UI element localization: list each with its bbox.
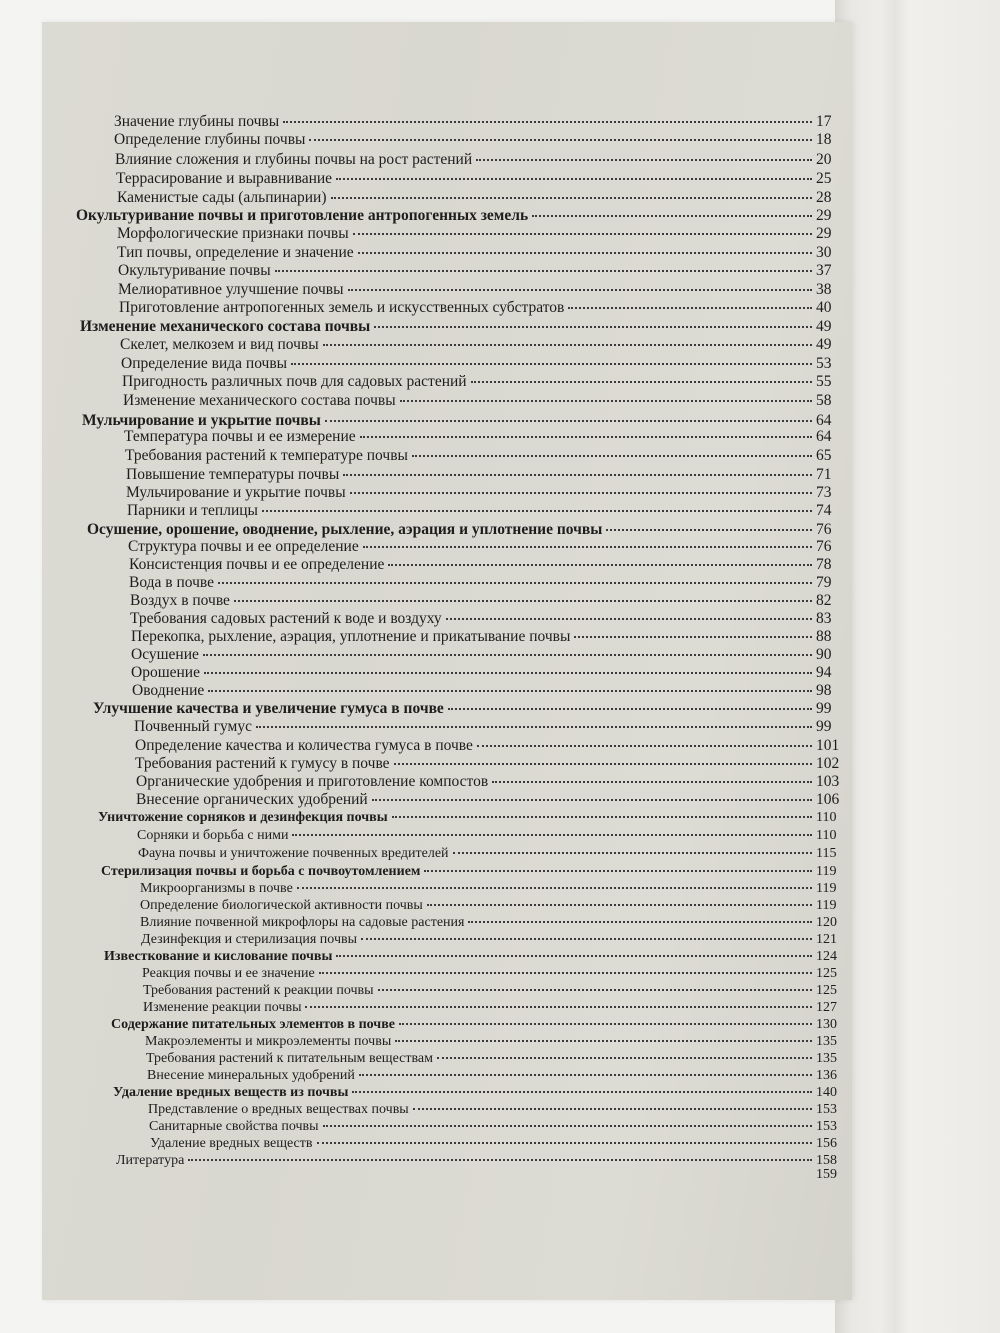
toc-page-number: 73 xyxy=(816,484,832,501)
toc-entry xyxy=(138,845,850,863)
toc-entry-title: Санитарные свойства почвы xyxy=(149,1119,319,1134)
toc-entry-title: Перекопка, рыхление, аэрация, уплотнение и прикатывание почвы xyxy=(131,628,571,645)
dot-leader xyxy=(359,1074,812,1076)
toc-entry-title: Удаление вредных веществ из почвы xyxy=(113,1085,349,1100)
dot-leader xyxy=(343,474,812,476)
toc-entry xyxy=(122,373,850,391)
toc-entry-title: Внесение минеральных удобрений xyxy=(147,1068,355,1083)
toc-page-number: 156 xyxy=(816,1136,837,1151)
toc-entry xyxy=(123,392,850,410)
toc-entry-title: Требования растений к температуре почвы xyxy=(125,447,408,464)
toc-page-number: 159 xyxy=(816,1167,837,1182)
toc-page-number: 25 xyxy=(816,170,832,187)
toc-entry-title: Повышение температуры почвы xyxy=(126,466,340,483)
toc-page-number: 78 xyxy=(816,556,832,573)
toc-page-number: 103 xyxy=(816,773,840,790)
dot-leader xyxy=(568,307,812,309)
dot-leader xyxy=(203,654,812,656)
dot-leader xyxy=(292,834,812,836)
page-fold-shadow xyxy=(880,0,910,1333)
toc-entry-title: Определение качества и количества гумуса в почве xyxy=(135,737,473,754)
toc-page-number: 90 xyxy=(816,646,832,663)
toc-page-number: 130 xyxy=(816,1017,837,1032)
toc-entry xyxy=(129,556,850,574)
toc-entry xyxy=(146,1050,850,1068)
toc-page-number: 30 xyxy=(816,244,832,261)
toc-page-number: 29 xyxy=(816,207,832,224)
dot-leader xyxy=(331,197,813,199)
toc-entry-title: Структура почвы и ее определение xyxy=(128,538,359,555)
toc-entry xyxy=(136,791,850,809)
dot-leader xyxy=(532,215,812,217)
toc-entry xyxy=(134,718,850,736)
dot-leader xyxy=(352,1091,812,1093)
toc-entry-title: Внесение органических удобрений xyxy=(136,791,368,808)
toc-entry xyxy=(135,737,850,755)
toc-entry xyxy=(143,999,850,1017)
toc-entry-title: Воздух в почве xyxy=(130,592,230,609)
dot-leader xyxy=(477,745,812,747)
toc-page-number: 82 xyxy=(816,592,832,609)
toc-page-number: 83 xyxy=(816,610,832,627)
toc-page-number: 99 xyxy=(816,700,832,717)
dot-leader xyxy=(492,781,812,783)
toc-page-number: 140 xyxy=(816,1085,837,1100)
toc-section-entry xyxy=(101,863,850,881)
toc-page-number: 120 xyxy=(816,915,837,930)
toc-page-number: 64 xyxy=(816,428,832,445)
toc-entry-title: Окультуривание почвы и приготовление антропогенных земель xyxy=(76,207,529,224)
toc-entry xyxy=(130,610,850,628)
toc-entry-title: Пригодность различных почв для садовых растений xyxy=(122,373,467,390)
toc-page-number: 55 xyxy=(816,373,832,390)
toc-page-number: 49 xyxy=(816,336,832,353)
toc-page-number: 119 xyxy=(816,864,837,879)
dot-leader xyxy=(427,904,812,906)
toc-entry xyxy=(136,773,850,791)
toc-section-entry xyxy=(113,1084,850,1102)
dot-leader xyxy=(319,972,812,974)
dot-leader xyxy=(363,546,812,548)
dot-leader xyxy=(348,289,812,291)
toc-entry xyxy=(118,262,850,280)
toc-entry xyxy=(147,1067,850,1085)
dot-leader xyxy=(317,1142,813,1144)
dot-leader xyxy=(476,159,812,161)
toc-page-number: 115 xyxy=(816,846,837,861)
toc-entry xyxy=(126,466,850,484)
toc-page-number: 119 xyxy=(816,898,837,913)
toc-entry-title: Требования садовых растений к воде и воздуху xyxy=(130,610,442,627)
toc-entry xyxy=(145,1033,850,1051)
toc-entry xyxy=(116,1166,850,1184)
toc-page-number: 29 xyxy=(816,225,832,242)
dot-leader xyxy=(283,121,812,123)
dot-leader xyxy=(350,492,812,494)
toc-entry-title: Фауна почвы и уничтожение почвенных вредителей xyxy=(138,846,449,861)
toc-entry xyxy=(114,131,850,149)
toc-page-number: 38 xyxy=(816,281,832,298)
dot-leader xyxy=(360,436,812,438)
toc-entry xyxy=(132,682,850,700)
dot-leader xyxy=(309,139,812,141)
dot-leader xyxy=(395,1040,812,1042)
dot-leader xyxy=(400,400,812,402)
dot-leader xyxy=(394,763,812,765)
toc-entry xyxy=(124,428,850,446)
toc-page-number: 49 xyxy=(816,318,832,335)
toc-page-number: 94 xyxy=(816,664,832,681)
toc-entry-title: Требования растений к гумусу в почве xyxy=(135,755,390,772)
toc-entry-title: Консистенция почвы и ее определение xyxy=(129,556,385,573)
toc-page-number: 64 xyxy=(816,412,832,429)
toc-entry-title: Стерилизация почвы и борьба с почвоутомлением xyxy=(101,864,421,879)
toc-entry-title: Температура почвы и ее измерение xyxy=(124,428,356,445)
toc-entry-title: Парники и теплицы xyxy=(127,502,258,519)
toc-entry-title: Реакция почвы и ее значение xyxy=(142,966,315,981)
toc-entry xyxy=(117,189,850,207)
toc-entry xyxy=(135,755,850,773)
dot-leader xyxy=(361,938,812,940)
toc-entry xyxy=(126,484,850,502)
toc-page-number: 37 xyxy=(816,262,832,279)
toc-entry xyxy=(128,538,850,556)
toc-entry-title: Орошение xyxy=(131,664,200,681)
dot-leader xyxy=(275,270,812,272)
dot-leader xyxy=(412,455,812,457)
toc-entry-title: Известкование и кислование почвы xyxy=(104,949,333,964)
toc-page-number: 53 xyxy=(816,355,832,372)
toc-page-number: 158 xyxy=(816,1153,837,1168)
toc-entry-title: Улучшение качества и увеличение гумуса в почве xyxy=(93,700,444,717)
dot-leader xyxy=(204,672,812,674)
toc-page-number: 135 xyxy=(816,1034,837,1049)
toc-entry-title: Морфологические признаки почвы xyxy=(117,225,349,242)
dot-leader xyxy=(378,989,812,991)
toc-page-number: 98 xyxy=(816,682,832,699)
toc-entry-title: Осушение xyxy=(131,646,199,663)
toc-entry xyxy=(121,355,850,373)
toc-page-number: 110 xyxy=(816,828,837,843)
toc-page-number: 127 xyxy=(816,1000,837,1015)
toc-section-entry xyxy=(93,700,850,718)
dot-leader xyxy=(256,726,812,728)
toc-entry xyxy=(142,965,850,983)
toc-entry-title: Оводнение xyxy=(132,682,205,699)
toc-section-entry xyxy=(87,521,850,539)
toc-entry xyxy=(115,151,850,169)
toc-entry xyxy=(149,1118,850,1136)
dot-leader xyxy=(448,708,812,710)
toc-page-number: 153 xyxy=(816,1102,837,1117)
toc-entry-title: Скелет, мелкозем и вид почвы xyxy=(120,336,319,353)
dot-leader xyxy=(424,870,812,872)
dot-leader xyxy=(297,887,812,889)
toc-entry xyxy=(117,244,850,262)
toc-page-number: 99 xyxy=(816,718,832,735)
toc-entry-title: Содержание питательных элементов в почве xyxy=(111,1017,395,1032)
toc-entry xyxy=(140,880,850,898)
dot-leader xyxy=(413,1108,812,1110)
toc-page-number: 121 xyxy=(816,932,837,947)
toc-entry-title: Требования растений к реакции почвы xyxy=(143,983,374,998)
toc-entry-title: Макроэлементы и микроэлементы почвы xyxy=(145,1034,392,1049)
toc-entry-title: Определение биологической активности почвы xyxy=(140,898,423,913)
dot-leader xyxy=(471,381,812,383)
toc-entry xyxy=(131,664,850,682)
dot-leader xyxy=(437,1057,812,1059)
dot-leader xyxy=(392,816,812,818)
toc-page-number: 18 xyxy=(816,131,832,148)
toc-section-entry xyxy=(80,318,850,336)
toc-page-number: 17 xyxy=(816,113,832,130)
toc-entry xyxy=(141,931,850,949)
dot-leader xyxy=(291,363,812,365)
toc-entry xyxy=(130,592,850,610)
toc-entry-title: Дезинфекция и стерилизация почвы xyxy=(141,932,357,947)
toc-entry xyxy=(131,628,850,646)
toc-entry-title: Тип почвы, определение и значение xyxy=(117,244,354,261)
toc-entry xyxy=(129,574,850,592)
toc-entry-title: Определение глубины почвы xyxy=(114,131,306,148)
dot-leader xyxy=(372,799,812,801)
toc-page-number: 102 xyxy=(816,755,840,772)
toc-entry xyxy=(116,170,850,188)
toc-page-number: 88 xyxy=(816,628,832,645)
toc-page-number: 76 xyxy=(816,521,832,538)
toc-page-number: 79 xyxy=(816,574,832,591)
toc-page-number: 20 xyxy=(816,151,832,168)
toc-page-number: 71 xyxy=(816,466,832,483)
dot-leader xyxy=(358,252,812,254)
toc-entry-title: Изменение реакции почвы xyxy=(143,1000,302,1015)
dot-leader xyxy=(305,1006,812,1008)
toc-entry xyxy=(148,1101,850,1119)
dot-leader xyxy=(353,233,812,235)
toc-entry-title: Органические удобрения и приготовление компостов xyxy=(136,773,489,790)
dot-leader xyxy=(262,510,812,512)
toc-page-number: 125 xyxy=(816,966,837,981)
dot-leader xyxy=(234,600,812,602)
dot-leader xyxy=(388,564,812,566)
toc-entry-title: Уничтожение сорняков и дезинфекция почвы xyxy=(98,810,388,825)
toc-entry xyxy=(119,299,850,317)
toc-page-number: 28 xyxy=(816,189,832,206)
toc-page-number: 110 xyxy=(816,810,837,825)
toc-entry-title: Значение глубины почвы xyxy=(114,113,280,130)
toc-entry xyxy=(150,1135,850,1153)
toc-page-number: 119 xyxy=(816,881,837,896)
toc-entry-title: Мелиоративное улучшение почвы xyxy=(118,281,344,298)
dot-leader xyxy=(336,178,812,180)
toc-entry-title: Литература xyxy=(116,1153,185,1168)
toc-entry xyxy=(114,113,850,131)
dot-leader xyxy=(446,618,812,620)
toc-entry-title: Влияние почвенной микрофлоры на садовые растения xyxy=(140,915,465,930)
toc-page-number: 125 xyxy=(816,983,837,998)
toc-entry-title: Определение вида почвы xyxy=(121,355,288,372)
facing-page xyxy=(835,0,1000,1333)
toc-entry xyxy=(118,281,850,299)
toc-page-number: 135 xyxy=(816,1051,837,1066)
dot-leader xyxy=(374,326,812,328)
dot-leader xyxy=(325,420,812,422)
toc-page-number: 65 xyxy=(816,447,832,464)
toc-entry-title: Требования растений к питательным веществам xyxy=(146,1051,433,1066)
toc-entry xyxy=(140,897,850,915)
toc-entry-title: Осушение, орошение, оводнение, рыхление, аэрация и уплотнение почвы xyxy=(87,521,603,538)
dot-leader xyxy=(188,1159,812,1161)
toc-entry-title: Почвенный гумус xyxy=(134,718,252,735)
toc-page-number: 106 xyxy=(816,791,840,808)
dot-leader xyxy=(574,636,812,638)
toc-entry xyxy=(117,225,850,243)
toc-entry xyxy=(127,502,850,520)
toc-entry-title: Каменистые сады (альпинарии) xyxy=(117,189,327,206)
toc-section-entry xyxy=(104,948,850,966)
toc-section-entry xyxy=(98,809,850,827)
dot-leader xyxy=(468,921,812,923)
toc-entry-title: Микроорганизмы в почве xyxy=(140,881,293,896)
toc-entry-title: Влияние сложения и глубины почвы на рост растений xyxy=(115,151,473,168)
dot-leader xyxy=(218,582,812,584)
toc-entry xyxy=(120,336,850,354)
table-of-contents xyxy=(42,22,852,1300)
toc-entry-title: Террасирование и выравнивание xyxy=(116,170,333,187)
toc-entry-title: Изменение механического состава почвы xyxy=(123,392,396,409)
toc-section-entry xyxy=(111,1016,850,1034)
toc-page-number: 58 xyxy=(816,392,832,409)
toc-entry-title: Представление о вредных веществах почвы xyxy=(148,1102,409,1117)
toc-entry xyxy=(140,914,850,932)
toc-page-number: 124 xyxy=(816,949,837,964)
toc-page-number: 101 xyxy=(816,737,840,754)
toc-page-number: 74 xyxy=(816,502,832,519)
toc-page-number: 136 xyxy=(816,1068,837,1083)
toc-entry-title: Приготовление антропогенных земель и искусственных субстратов xyxy=(119,299,565,316)
toc-entry-title: Вода в почве xyxy=(129,574,215,591)
dot-leader xyxy=(323,1125,812,1127)
toc-entry-title: Сорняки и борьба с ними xyxy=(137,828,289,843)
toc-page-number: 40 xyxy=(816,299,832,316)
toc-entry-title: Удаление вредных веществ xyxy=(150,1136,313,1151)
dot-leader xyxy=(208,690,812,692)
toc-entry-title: Мульчирование и укрытие почвы xyxy=(82,412,321,429)
toc-entry xyxy=(131,646,850,664)
dot-leader xyxy=(336,955,812,957)
toc-page-number: 153 xyxy=(816,1119,837,1134)
toc-entry xyxy=(143,982,850,1000)
toc-page-number: 76 xyxy=(816,538,832,555)
toc-entry-title: Мульчирование и укрытие почвы xyxy=(126,484,346,501)
toc-entry xyxy=(137,827,850,845)
toc-entry-title: Изменение механического состава почвы xyxy=(80,318,371,335)
dot-leader xyxy=(606,529,812,531)
toc-entry-title: Окультуривание почвы xyxy=(118,262,271,279)
dot-leader xyxy=(323,344,812,346)
toc-section-entry xyxy=(76,207,850,225)
dot-leader xyxy=(399,1023,812,1025)
toc-entry xyxy=(125,447,850,465)
dot-leader xyxy=(453,852,812,854)
